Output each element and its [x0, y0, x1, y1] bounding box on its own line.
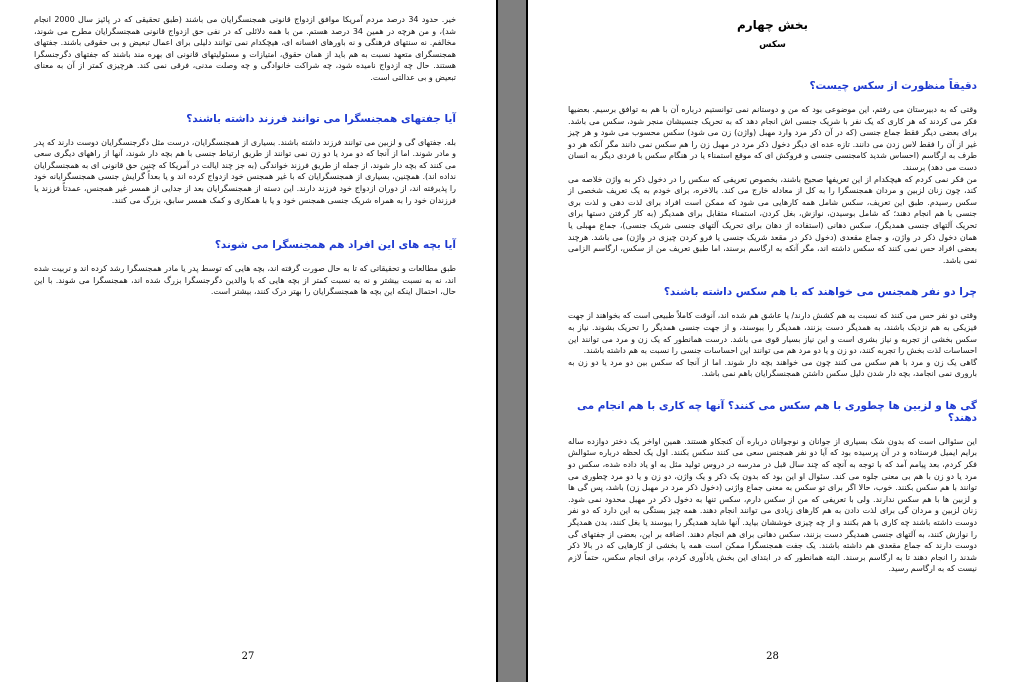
right-page	[528, 0, 1017, 682]
heading-children: آیا جفتهای همجنسگرا می توانند فرزند داشته باشند؟	[186, 112, 456, 125]
paragraph-what-1: وقتی که به دبیرستان می رفتم، این موضوعی بود که من و دوستانم نمی توانستیم درباره آن با هم به توافق برسیم. بعضیها فکر می کردند که هر کاری که یک نفر با شریک جنسی اش انجام دهد که به تحریک جنسیشان منجر شود، سکس می باشد. برای بعضی دیگر فقط جماع جنسی (که در آن ذکر مرد وارد مهبل (واژن) زن می شود) سکس محسوب می شود و هر چیز غیر از آن را فقط لاس زدن می دانند. تازه عده ای دیگر دخول ذکر مرد در مهبل زن را هم سکس نمی دانند مگر آنکه هر دو طرف به ارگاسم (احساس شدید کامجنسی جنسی و فروکش ای که موقع استمناء یا در هنگام سکس با فردی دیگر به انسان دست می دهد) برسند.	[568, 105, 977, 172]
paragraph-why-2: گاهی یک زن و مرد با هم سکس می کنند چون می خواهند بچه دار شوند. اما از آنجا که سکس بین دو مرد یا دو زن به باروری نمی انجامد، بچه دار شدن دلیل سکس داشتن همجنسگرایان باهم نمی باشد.	[568, 357, 977, 379]
paragraph-children: بله. جفتهای گی و لزبین می توانند فرزند داشته باشند. بسیاری از همجنسگرایان، درست مثل دگرجنسگرایان دوست دارند که پدر و مادر شوند. اما از آنجا که دو مرد یا دو زن نمی توانند از طریق ارتباط جنسی با هم بچه دار شوند، آنها از راههای دیگری سعی می کنند که بچه دار شوند، از جمله از طریق فرزند خواندگی (به جز چند ایالت در آمریکا که چنین حق قانونی ای به همجنسگرایان نداده اند). همچنین، بسیاری از همجنسگرایان که با غیر همجنس خود ازدواج کرده اند و یا بعداً گرایش جنسی همجنسگرایانه خود را پذیرفته اند، از دوران ازدواج خود فرزند دارند. این دسته از همجنسگرایان بعد از جدایی از همسر غیر همجنس، عمدتاً فرزند یا فرزندان خود را به همراه شریک جنسی همجنس خود و یا با همکاری و کمک همسر سابق، بزرگ می کنند.	[34, 137, 456, 205]
page-edge-left	[496, 0, 498, 682]
chapter-title: بخش چهارم	[736, 18, 809, 32]
paragraph-why-1: وقتی دو نفر حس می کنند که نسبت به هم کشش دارند/ یا عاشق هم شده اند، آنوقت کاملاً طبیعی است که بخواهند از جهت فیزیکی به هم نزدیک باشند، به همدیگر دست بزنند، همدیگر را ببوسند، و از جهت جنسی همدیگر را تحریک بشوند. نیاز به سکس بخشی از تجربه و نیاز بشری است و این نیاز بسیار قوی می باشد. درست همانطور که یک زن و مرد می توانند این احساسات لذت بخش را تجربه کنند، دو زن و یا دو مرد هم می توانند این احساسات جنسی را نسبت به هم داشته باشند.	[568, 311, 977, 356]
paragraph-how: این سئوالی است که بدون شک بسیاری از جوانان و نوجوانان درباره آن کنجکاو هستند. همین اواخر یک دختر دوازده ساله برایم ایمیل فرستاده و در آن پرسیده بود که آیا دو نفر همجنس سعی می کنند سکس بکنند. اول یک لحظه درباره سئوالش فکر کردم، بعد پیامم آمد که با توجه به آنچه که چند سال قبل در مدرسه در دروس تولید مثل به او یاد داده شده، سکس دو مرد یا دو زن با هم بی معنی جلوه می کند. سئوال او این بود که بدون یک ذکر و یک واژن، دو زن و یا دو مرد چطوری می توانند با هم سکس بکنند. خوب، حالا اگر برای تو سکس به معنی جماع واژنی (دخول ذکر مرد در مهبل زن) باشد، پس گی ها و لزبین ها با هم سکس ندارند. ولی با تعریفی که من از سکس دارم، سکس تنها به دخول ذکر در مهبل محدود نمی شود. زنان لزبین و مردان گی برای لذت دادن به هم کارهای زیادی می توانند انجام دهند. همه چیز بستگی به این دارد که دو نفر دوست داشته باشند چه کاری با هم بکنند و از چه چیزی خوششان بیاید. آنها شاید همدیگر را ببوسند یا بغل کنند، بدن همدیگر را نوازش کنند، به آلتهای جنسی همدیگر دست بزنند، سکس دهانی برای هم انجام دهند. اضافه بر این، بعضی از جفتهای گی دوست دارند که جماع مقعدی هم داشته باشند. یک جفت همجنسگرا ممکن است همه یا بخشی از کارهایی که در بالا ذکر شدند را انجام دهند تا به ارگاسم برسند. البته همانطور که در ابتدای این بخش یادآوری کردم، برای انجام سکس، حتماً لازم نیست که به ارگاسم رسید.	[568, 436, 977, 574]
page-number-left: 27	[241, 651, 255, 662]
heading-kids: آیا بچه های این افراد هم همجنسگرا می شوند؟	[214, 239, 456, 252]
chapter-subtitle: سکس	[759, 40, 786, 50]
paragraph-intro: خیر. حدود 34 درصد مردم آمریکا موافق ازدواج قانونی همجنسگرایان می باشند (طبق تحقیقی که در پائیز سال 2000 انجام شد)، و من هرچه در همین 34 درصد هستم. من با همه دلائلی که در نفی حق ازدواج قانونی همجنسگرایان مطرح می شوند، مخالفم. نه سنتهای فرهنگی و نه باورهای افسانه ای، هیچکدام نمی توانند دلیلی برای اعمال تبعیض و بی حقوقی باشند. جفتهای همجنسگرای متعهد نسبت به هم باید از همان حقوق، امتیازات و مسئولیتهای قانونی ای بهره مند باشند که جفتهای دگرجنسگرا هستند. حال چه ازدواج نامیده شود، چه شراکت خانوادگی و چه وصلت مدنی، فرقی نمی کند. هرچیزی کمتر از آن به معنای تبعیض و بی عدالتی است.	[34, 15, 457, 82]
heading-how: گی ها و لزبین ها چطوری با هم سکس می کنند؟ آنها چه کاری با هم انجام می دهند؟	[576, 399, 977, 424]
left-page	[0, 0, 496, 682]
page-number-right: 28	[766, 651, 779, 662]
heading-what: دقیقاً منظورت از سکس چیست؟	[809, 80, 977, 92]
paragraph-what-2: من فکر نمی کردم که هیچکدام از این تعریفها صحیح باشند، بخصوص تعریفی که سکس را در دخول ذکر به واژن خلاصه می کند، چون زنان لزبین و مردان همجنسگرا را به کل از معادله خارج می کند. بالاخره، برای خودم به یک تعریف شخصی از سکس رسیدم. طبق این تعریف، سکس شامل همه کارهایی می شود که ممکن است افراد برای لذت دهی و لذت بری جنسی با هم انجام دهند؛ که شامل بوسیدن، نوازش، بغل کردن، استمناء متقابل برای همدیگر (به کار گرفتن دستها برای تحریک آلتهای جنسی همدیگر)، سکس دهانی (استفاده از دهان برای تحریک آلتهای جنسی شریک جنسی)، جماع مهبلی یا همان دخول ذکر در واژن، و جماع مقعدی (دخول ذکر در مقعد شریک جنسی یا فرو کردن چیزی در واژن) می باشد. هرچند بعضی افراد حس نمی کنند که سکس داشته اند، مگر آنکه به ارگاسم برسند، اما طبق تعریف من از سکس، ارگاسم الزامی نمی باشد.	[568, 174, 977, 265]
heading-why: چرا دو نفر همجنس می خواهند که با هم سکس داشته باشند؟	[663, 286, 977, 299]
paragraph-kids: طبق مطالعات و تحقیقاتی که تا به حال صورت گرفته اند، بچه هایی که توسط پدر یا مادر همجنسگرا رشد کرده اند و تربیت شده اند، نه به نسبت بیشتر و نه به نسبت کمتر از بچه هایی که با والدین دگرجنسگرا بزرگ شده اند، همجنسگرا می شوند. با این حال، احتمال اینکه این بچه ها همجنسگرایان را بهتر درک کنند، بیشتر است.	[34, 264, 456, 297]
